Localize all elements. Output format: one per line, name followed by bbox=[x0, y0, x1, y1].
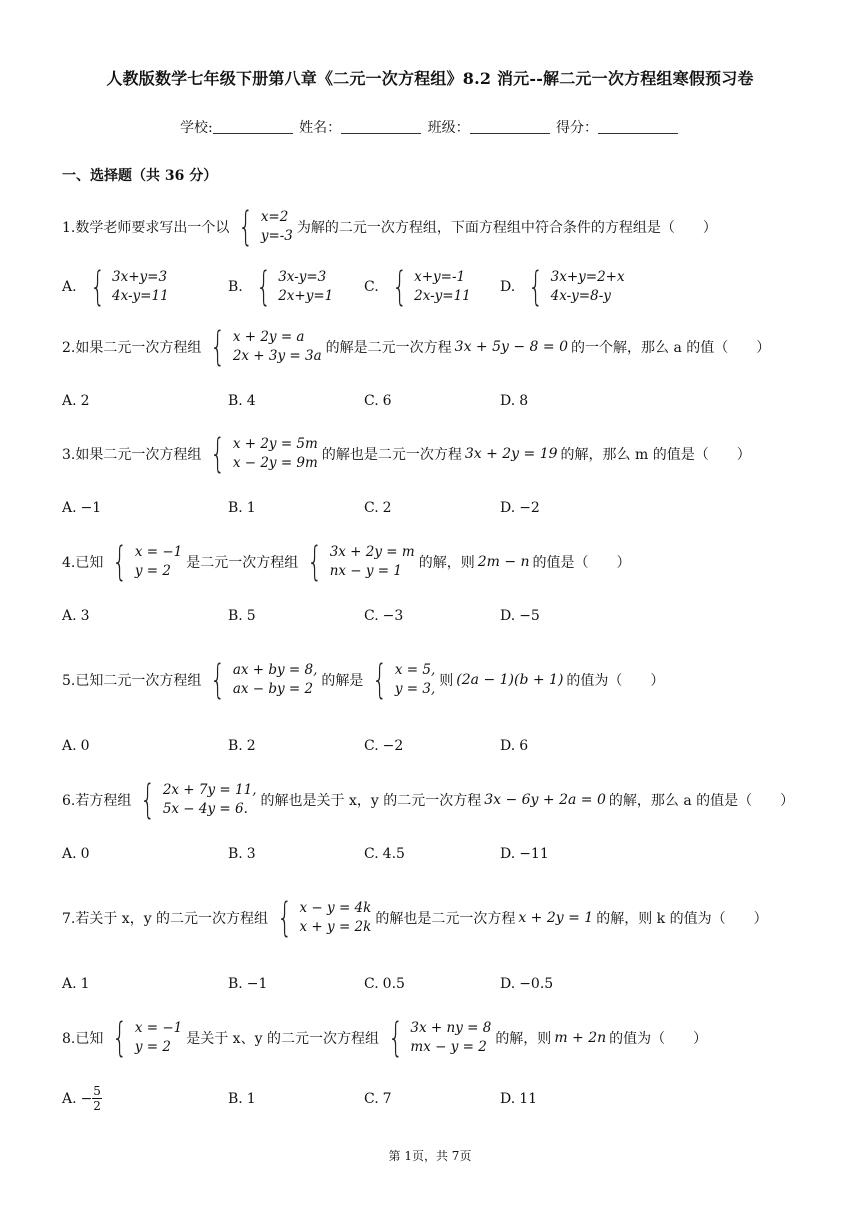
question-2 bbox=[62, 324, 771, 370]
class-blank bbox=[470, 119, 550, 134]
option-b[interactable]: B. 2 bbox=[228, 738, 256, 754]
option-a[interactable]: A. 3 bbox=[62, 608, 90, 624]
question-2-text-2: 的解是二元一次方程 bbox=[325, 340, 452, 356]
school-label: 学校: bbox=[179, 120, 213, 136]
equation-system: { ax + by = 8, ax − by = 2 bbox=[210, 657, 318, 703]
option-a[interactable]: A. 1 bbox=[62, 976, 90, 992]
equation-system: { x + 2y = 5m x − 2y = 9m bbox=[210, 431, 318, 477]
equation: 3x + 2y = 19 bbox=[464, 446, 558, 462]
option-b[interactable]: B. −1 bbox=[228, 976, 268, 992]
expression: 2m − n bbox=[477, 554, 530, 570]
name-blank bbox=[341, 119, 421, 134]
question-7-text: 7.若关于 x，y 的二元一次方程组 bbox=[62, 911, 269, 927]
equation: 3x + 5y − 8 = 0 bbox=[454, 339, 568, 355]
question-3-text-2: 的解也是二元一次方程 bbox=[321, 447, 462, 463]
equation-system: { x = −1 y = 2 bbox=[112, 1015, 183, 1061]
option-a[interactable]: A. − $\frac{5}{2}$ bbox=[62, 1084, 101, 1113]
expression: (2a − 1)(b + 1) bbox=[456, 672, 564, 688]
question-6-options bbox=[62, 846, 822, 866]
option-d[interactable]: D. 11 bbox=[500, 1091, 538, 1107]
equation-system: { x = −1 y = 2 bbox=[112, 539, 183, 585]
equation-system: { x=2 y=-3 bbox=[238, 204, 293, 250]
question-8-text-3: 的解，则 bbox=[495, 1031, 552, 1047]
question-6-text-2: 的解也是关于 x，y 的二元一次方程 bbox=[260, 793, 482, 809]
option-c[interactable]: C. { x+y=-1 2x-y=11 bbox=[364, 264, 471, 310]
question-4-options bbox=[62, 608, 822, 628]
option-b[interactable]: B. 5 bbox=[228, 608, 256, 624]
equation-system: { 2x + 7y = 11, 5x − 4y = 6. bbox=[140, 777, 257, 823]
score-label: 得分： bbox=[556, 120, 599, 136]
equation-system: { x − y = 4k x + y = 2k bbox=[277, 895, 372, 941]
option-c[interactable]: C. 2 bbox=[364, 500, 392, 516]
option-b[interactable]: B. 4 bbox=[228, 393, 256, 409]
option-a[interactable]: A. 2 bbox=[62, 393, 90, 409]
question-6-text-3: 的解，那么 a 的值是（ ） bbox=[608, 793, 795, 809]
question-3-options bbox=[62, 500, 822, 520]
page-footer: 第 1页，共 7页 bbox=[388, 1149, 472, 1163]
question-5-text-3: 则 bbox=[439, 673, 454, 689]
option-d[interactable]: D. −0.5 bbox=[500, 976, 554, 992]
question-2-text: 2.如果二元一次方程组 bbox=[62, 340, 202, 356]
question-1-text: 1.数学老师要求写出一个以 bbox=[62, 220, 230, 236]
question-8-text-2: 是关于 x、y 的二元一次方程组 bbox=[186, 1031, 379, 1047]
question-4-text: 4.已知 bbox=[62, 555, 104, 571]
question-7-text-2: 的解也是二元一次方程 bbox=[375, 911, 516, 927]
option-b[interactable]: B. { 3x-y=3 2x+y=1 bbox=[228, 264, 334, 310]
question-1 bbox=[62, 204, 717, 250]
question-1-options bbox=[62, 264, 822, 310]
equation-line: x=2 bbox=[260, 209, 289, 225]
option-d[interactable]: D. 6 bbox=[500, 738, 529, 754]
question-5-text-2: 的解是 bbox=[321, 673, 364, 689]
school-blank bbox=[213, 119, 293, 134]
option-c[interactable]: C. 0.5 bbox=[364, 976, 405, 992]
option-d[interactable]: D. −5 bbox=[500, 608, 540, 624]
question-4 bbox=[62, 539, 631, 585]
option-c[interactable]: C. 7 bbox=[364, 1091, 392, 1107]
equation-system: { x + 2y = a 2x + 3y = 3a bbox=[210, 324, 322, 370]
question-5-text-4: 的值为（ ） bbox=[566, 673, 665, 689]
question-7 bbox=[62, 895, 768, 941]
question-5 bbox=[62, 657, 665, 703]
question-3-text-3: 的解，那么 m 的值是（ ） bbox=[560, 447, 751, 463]
option-a[interactable]: A. 0 bbox=[62, 846, 90, 862]
question-7-text-3: 的解，则 k 的值为（ ） bbox=[596, 911, 768, 927]
equation-system-2: { 3x + 2y = m nx − y = 1 bbox=[307, 539, 415, 585]
option-d[interactable]: D. { 3x+y=2+x 4x-y=8-y bbox=[500, 264, 625, 310]
question-8-options bbox=[62, 1082, 822, 1118]
option-c[interactable]: C. 4.5 bbox=[364, 846, 405, 862]
option-b[interactable]: B. 1 bbox=[228, 1091, 256, 1107]
question-8-text: 8.已知 bbox=[62, 1031, 104, 1047]
option-a[interactable]: A. 0 bbox=[62, 738, 90, 754]
question-7-options bbox=[62, 976, 822, 996]
question-5-options bbox=[62, 738, 822, 758]
question-2-text-3: 的一个解，那么 a 的值（ ） bbox=[571, 340, 771, 356]
option-c[interactable]: C. −2 bbox=[364, 738, 404, 754]
option-b[interactable]: B. 3 bbox=[228, 846, 256, 862]
option-d[interactable]: D. −11 bbox=[500, 846, 549, 862]
equation: x + 2y = 1 bbox=[518, 910, 594, 926]
equation: 3x − 6y + 2a = 0 bbox=[484, 792, 606, 808]
option-a[interactable]: A. −1 bbox=[62, 500, 102, 516]
equation-line: y=-3 bbox=[260, 228, 293, 244]
equation-system-2: { 3x + ny = 8 mx − y = 2 bbox=[388, 1015, 492, 1061]
expression: m + 2n bbox=[554, 1030, 607, 1046]
question-4-text-3: 的解，则 bbox=[418, 555, 475, 571]
section-title: 一、选择题（共 36 分） bbox=[62, 168, 218, 184]
fraction: $\frac{5}{2}$ bbox=[93, 1084, 101, 1113]
student-info-line bbox=[0, 117, 860, 137]
question-5-text: 5.已知二元一次方程组 bbox=[62, 673, 202, 689]
question-6 bbox=[62, 777, 795, 823]
question-3 bbox=[62, 431, 751, 477]
question-4-text-4: 的值是（ ） bbox=[532, 555, 631, 571]
option-b[interactable]: B. 1 bbox=[228, 500, 256, 516]
question-4-text-2: 是二元一次方程组 bbox=[186, 555, 299, 571]
question-2-options bbox=[62, 393, 822, 413]
page-title: 人教版数学七年级下册第八章《二元一次方程组》8.2 消元--解二元一次方程组寒假预习卷 bbox=[106, 69, 754, 88]
option-a[interactable]: A. { 3x+y=3 4x-y=11 bbox=[62, 264, 169, 310]
option-d[interactable]: D. −2 bbox=[500, 500, 540, 516]
question-8 bbox=[62, 1015, 708, 1061]
score-blank bbox=[598, 119, 678, 134]
option-c[interactable]: C. −3 bbox=[364, 608, 404, 624]
question-3-text: 3.如果二元一次方程组 bbox=[62, 447, 202, 463]
question-6-text: 6.若方程组 bbox=[62, 793, 132, 809]
question-1-text-2: 为解的二元一次方程组，下面方程组中符合条件的方程组是（ ） bbox=[296, 220, 717, 236]
question-8-text-4: 的值为（ ） bbox=[609, 1031, 708, 1047]
option-d[interactable]: D. 8 bbox=[500, 393, 529, 409]
class-label: 班级： bbox=[427, 120, 470, 136]
equation-system-2: { x = 5, y = 3, bbox=[372, 657, 436, 703]
option-c[interactable]: C. 6 bbox=[364, 393, 392, 409]
name-label: 姓名： bbox=[299, 120, 342, 136]
